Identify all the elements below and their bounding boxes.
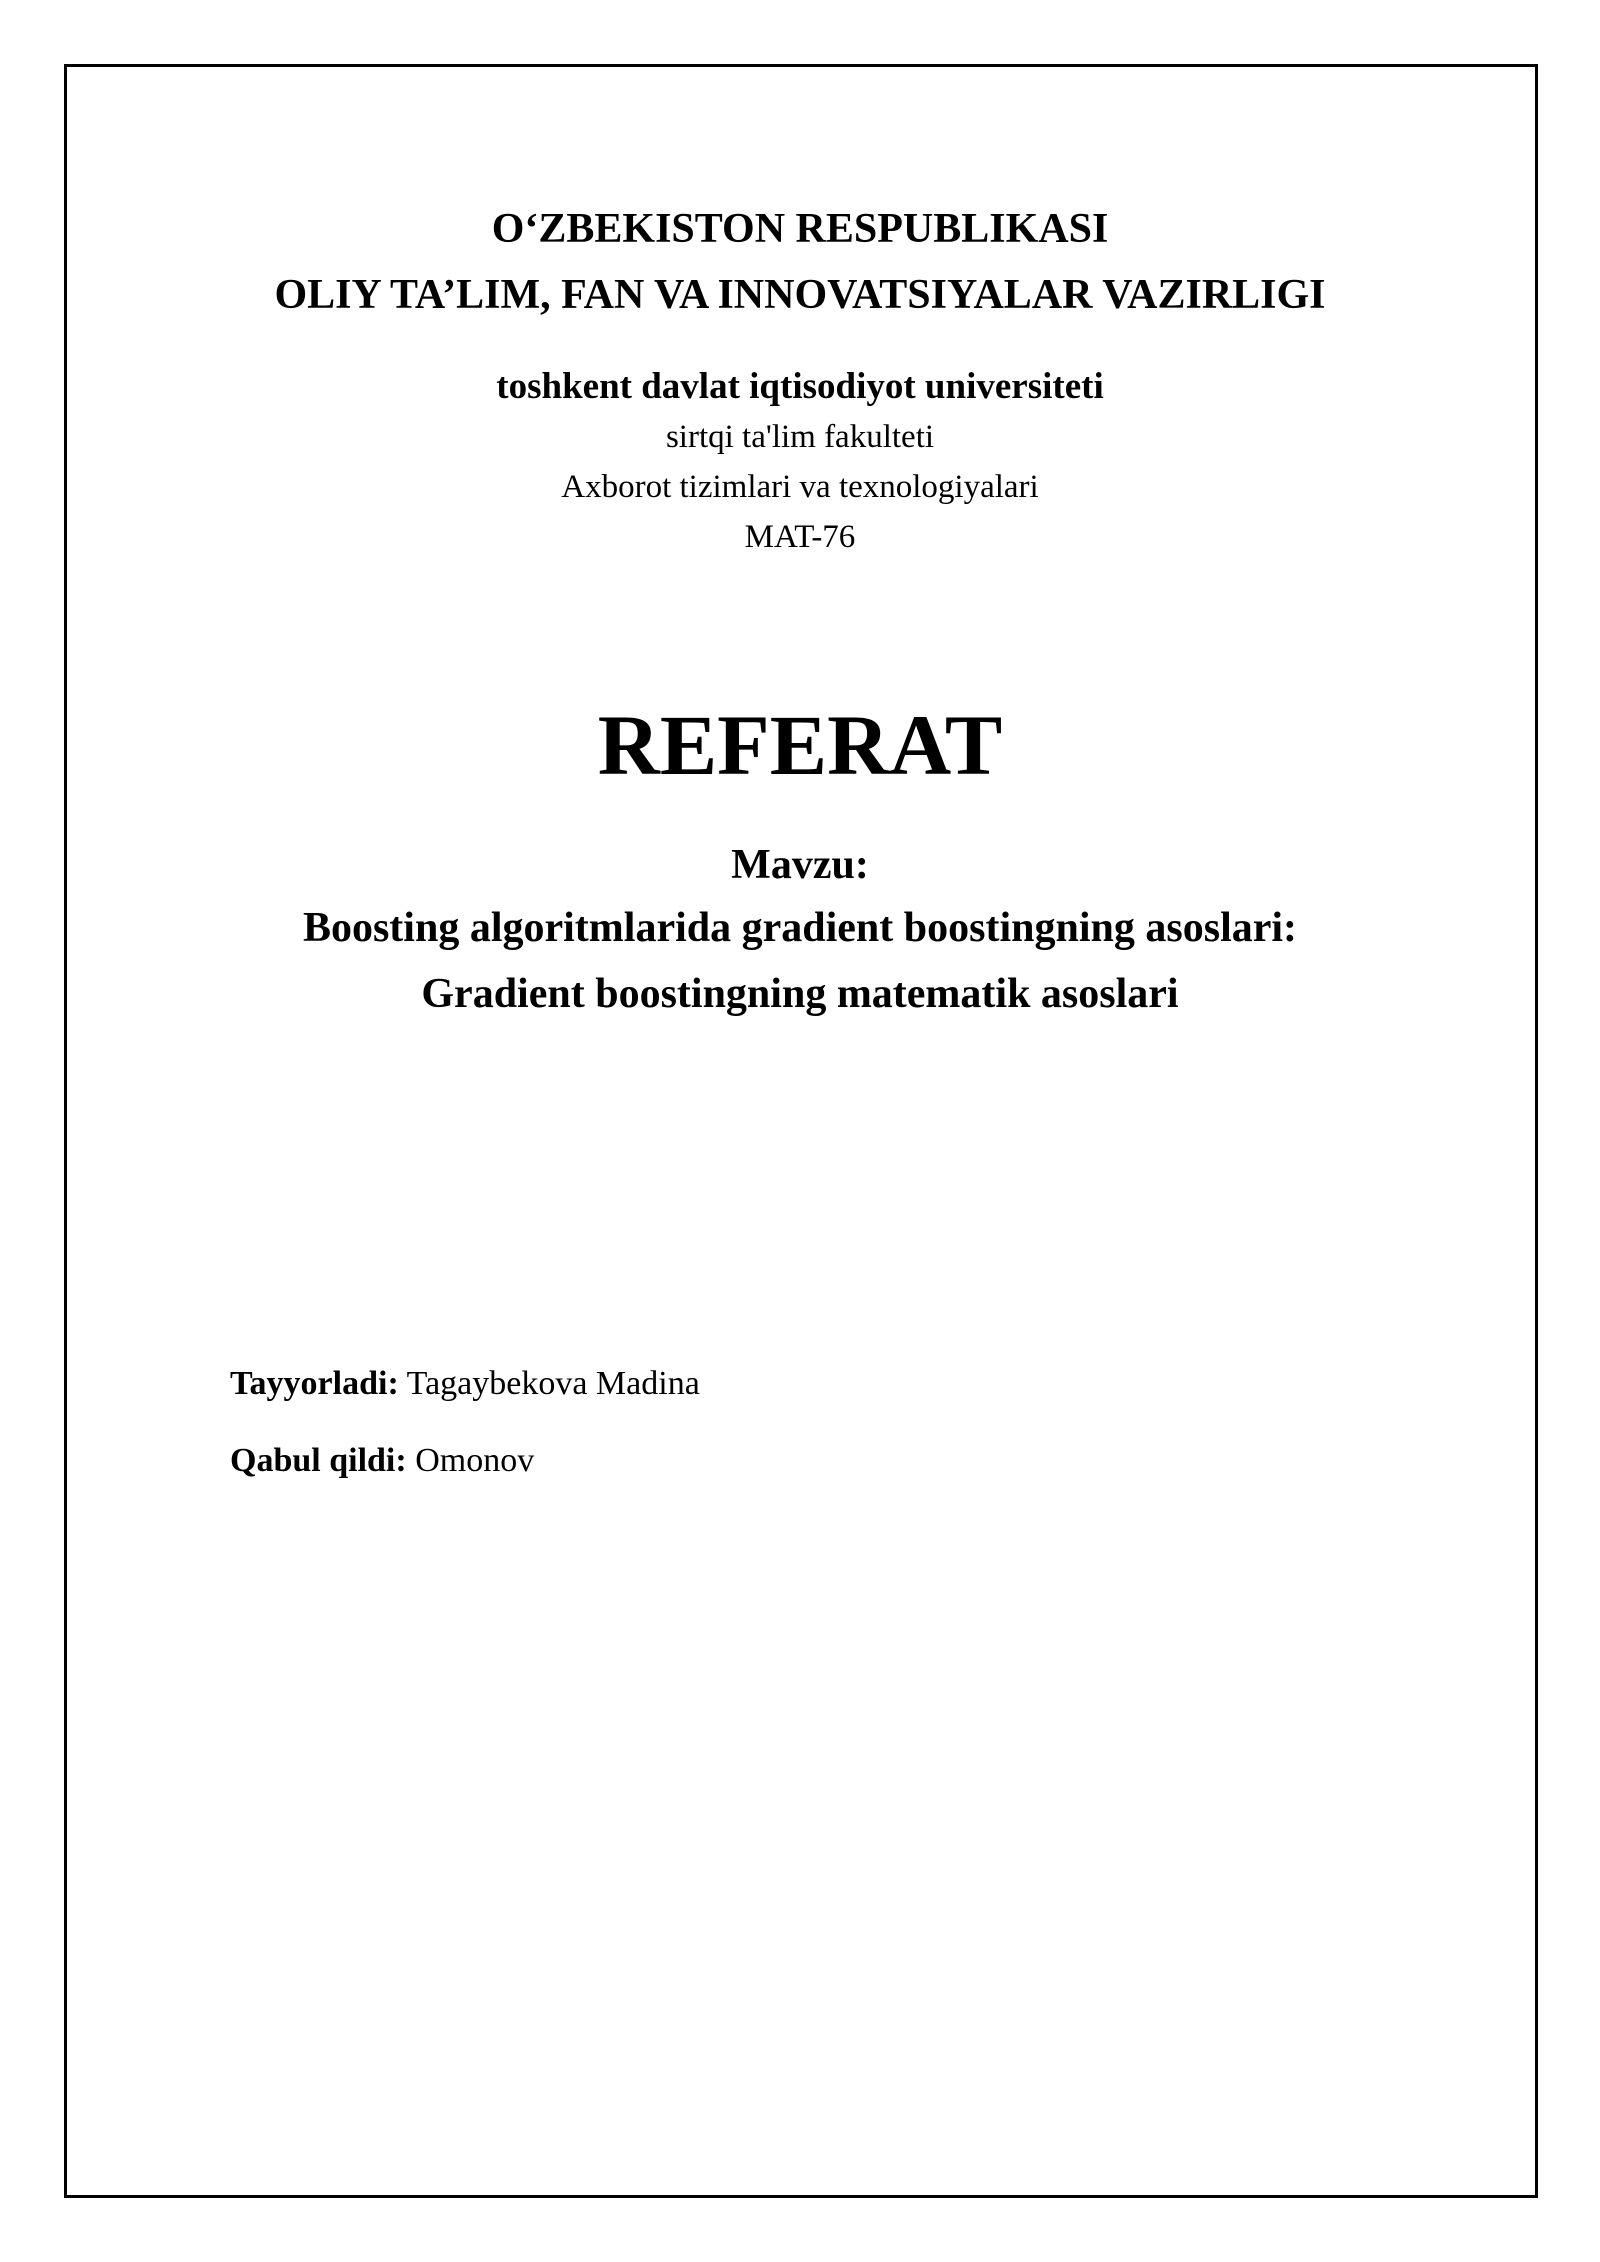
prepared-by-label: Tayyorladi: bbox=[230, 1365, 399, 1402]
topic-line-1: Boosting algoritmlarida gradient boostingning asoslari: bbox=[302, 905, 1298, 951]
prepared-by-value: Tagaybekova Madina bbox=[406, 1365, 700, 1402]
faculty-name: sirtqi ta'lim fakulteti bbox=[665, 419, 935, 455]
accepted-by-label: Qabul qildi: bbox=[230, 1442, 407, 1479]
institution-block bbox=[0, 362, 1600, 562]
ministry-header bbox=[0, 196, 1600, 328]
topic-line-2: Gradient boostingning matematik asoslari bbox=[421, 971, 1179, 1017]
accepted-by-line bbox=[230, 1441, 534, 1481]
country-title: O‘ZBEKISTON RESPUBLIKASI bbox=[491, 206, 1109, 252]
topic-block bbox=[0, 835, 1600, 1027]
university-name: toshkent davlat iqtisodiyot universiteti bbox=[496, 366, 1104, 407]
prepared-by-line bbox=[230, 1364, 700, 1404]
group-name: MAT-76 bbox=[744, 519, 856, 555]
ministry-title: OLIY TA’LIM, FAN VA INNOVATSIYALAR VAZIRLIGI bbox=[274, 272, 1326, 318]
department-name: Axborot tizimlari va texnologiyalari bbox=[561, 469, 1039, 505]
topic-label: Mavzu: bbox=[731, 842, 869, 888]
accepted-by-value: Omonov bbox=[415, 1442, 535, 1479]
document-type-title: REFERAT bbox=[597, 697, 1003, 793]
